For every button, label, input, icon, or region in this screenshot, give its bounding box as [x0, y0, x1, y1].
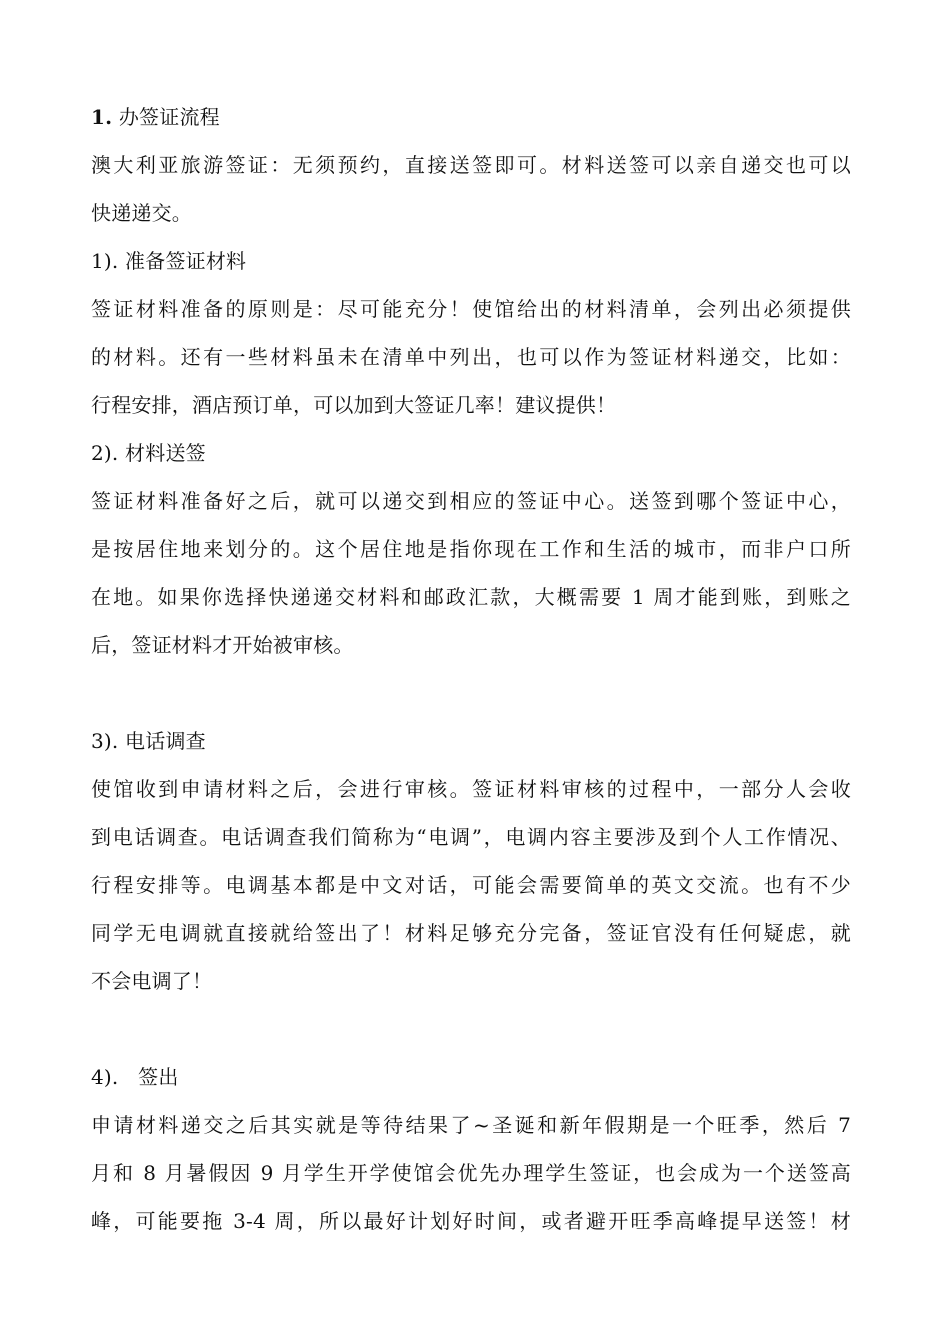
document-body — [91, 93, 851, 1245]
paragraph-line: 在地。如果你选择快递递交材料和邮政汇款，大概需要 1 周才能到账，到账之 — [91, 585, 851, 609]
blank-line — [91, 669, 851, 717]
paragraph-line: 使馆收到申请材料之后，会进行审核。签证材料审核的过程中，一部分人会收 — [91, 777, 851, 801]
paragraph-line: 不会电调了！ — [91, 969, 213, 993]
paragraph-line: 签证材料准备的原则是：尽可能充分！使馆给出的材料清单，会列出必须提供 — [91, 297, 851, 321]
subheading-phone-check: 3). 电话调查 — [91, 729, 206, 753]
paragraph-line: 同学无电调就直接就给签出了！材料足够充分完备，签证官没有任何疑虑，就 — [91, 921, 851, 945]
paragraph-line: 是按居住地来划分的。这个居住地是指你现在工作和生活的城市，而非户口所 — [91, 537, 851, 561]
heading-text: 办签证流程 — [118, 105, 220, 129]
subheading-prepare-materials: 1). 准备签证材料 — [91, 249, 247, 273]
heading-number: 1. — [91, 105, 113, 129]
paragraph-line: 签证材料准备好之后，就可以递交到相应的签证中心。送签到哪个签证中心， — [91, 489, 851, 513]
paragraph-line: 后，签证材料才开始被审核。 — [91, 633, 354, 657]
paragraph-line: 峰，可能要拖 3-4 周，所以最好计划好时间，或者避开旺季高峰提早送签！材 — [91, 1209, 851, 1233]
paragraph-line: 到电话调查。电话调查我们简称为“电调”，电调内容主要涉及到个人工作情况、 — [91, 825, 851, 849]
paragraph-line: 行程安排，酒店预订单，可以加到大签证几率！建议提供！ — [91, 393, 617, 417]
intro-line-1: 澳大利亚旅游签证：无须预约，直接送签即可。材料送签可以亲自递交也可以 — [91, 153, 851, 177]
section-heading — [91, 93, 851, 141]
blank-line — [91, 1005, 851, 1053]
paragraph-line: 的材料。还有一些材料虽未在清单中列出，也可以作为签证材料递交，比如： — [91, 345, 851, 369]
paragraph-line: 行程安排等。电调基本都是中文对话，可能会需要简单的英文交流。也有不少 — [91, 873, 851, 897]
paragraph-line: 申请材料递交之后其实就是等待结果了~圣诞和新年假期是一个旺季，然后 7 — [91, 1113, 851, 1137]
subheading-visa-issued: 4). 签出 — [91, 1065, 179, 1089]
subheading-submit-materials: 2). 材料送签 — [91, 441, 206, 465]
intro-line-2: 快递递交。 — [91, 201, 192, 225]
paragraph-line: 月和 8 月暑假因 9 月学生开学使馆会优先办理学生签证，也会成为一个送签高 — [91, 1161, 851, 1185]
